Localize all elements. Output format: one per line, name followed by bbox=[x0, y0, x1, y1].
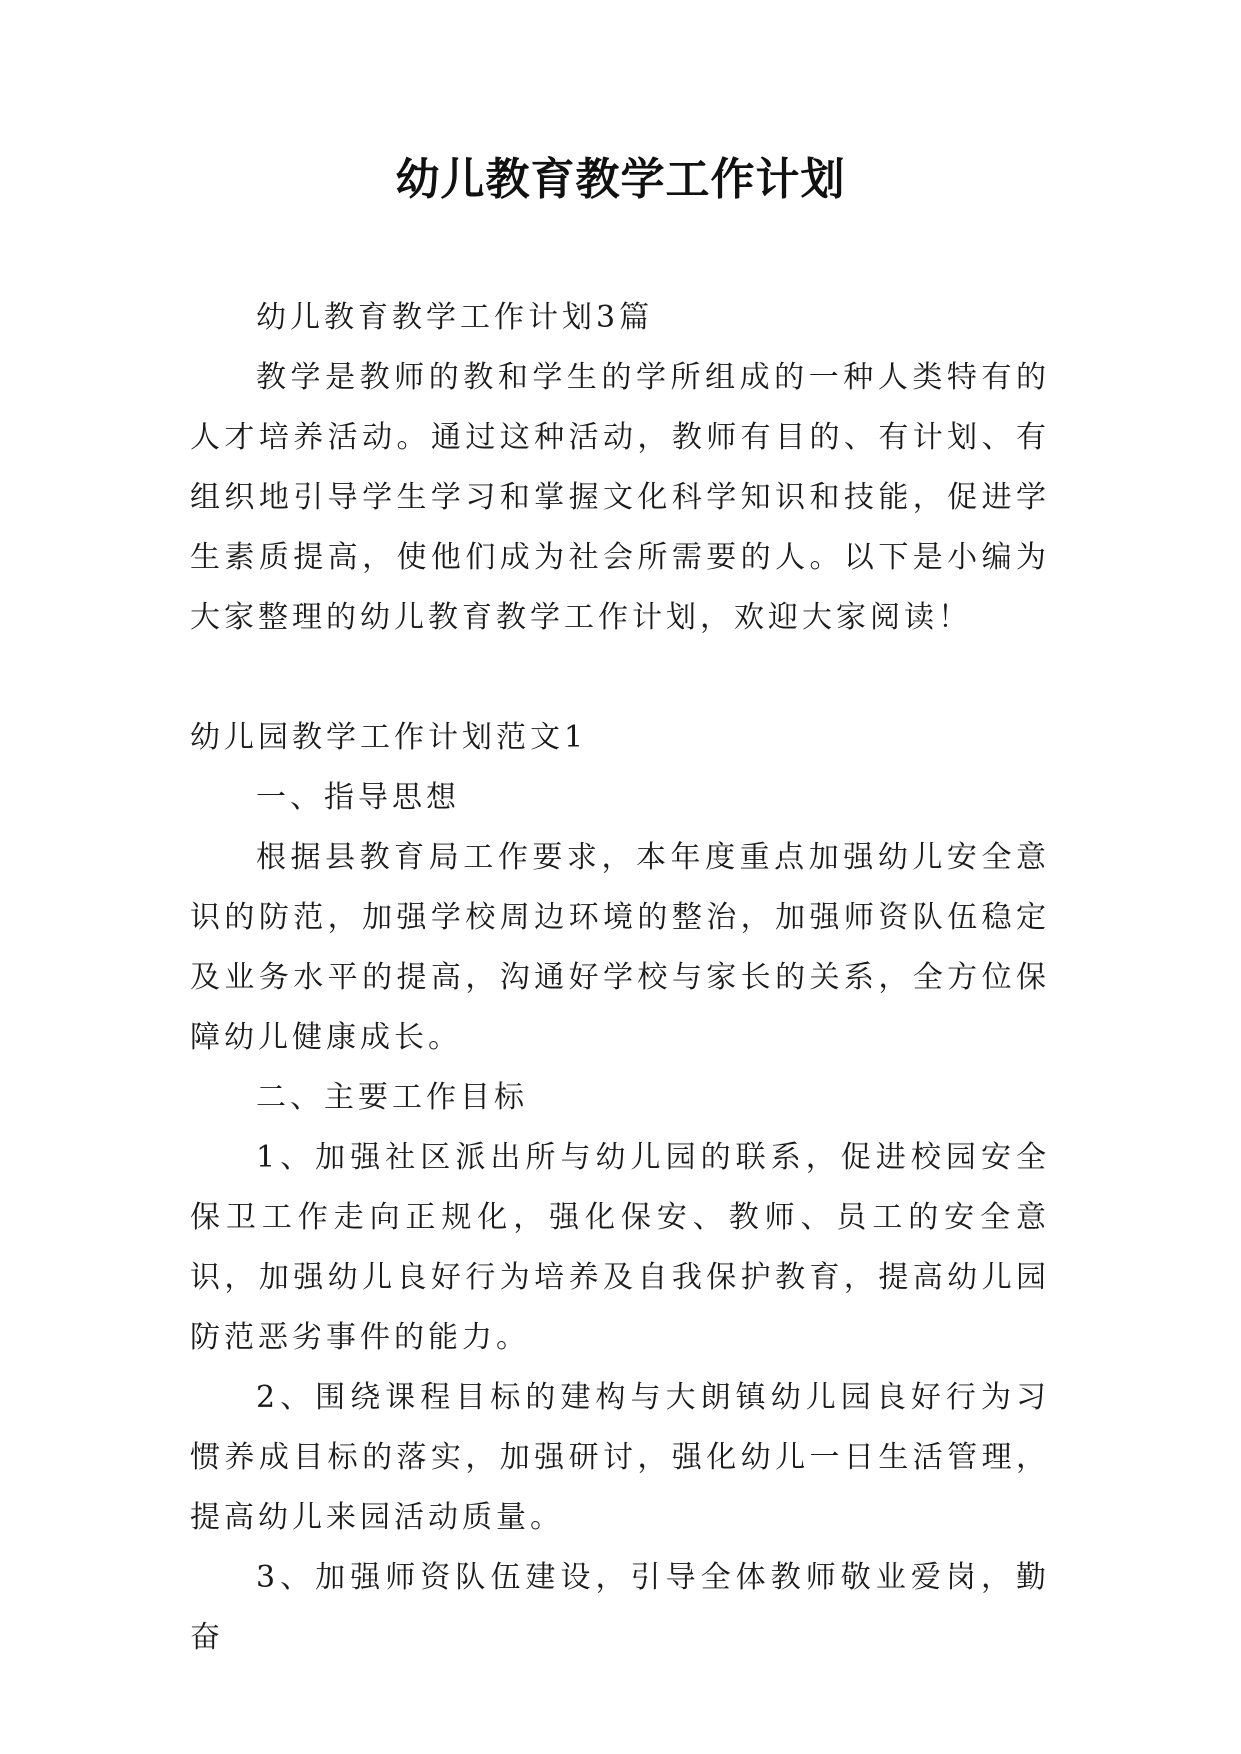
document-body bbox=[190, 288, 1050, 1668]
paragraph-subtitle: 幼儿教育教学工作计划3篇 bbox=[256, 300, 654, 335]
paragraph-intro: 教学是教师的教和学生的学所组成的一种人类特有的人才培养活动。通过这种活动，教师有目的、有计划、有组织地引导学生学习和掌握文化科学知识和技能，促进学生素质提高，使他们成为社会所需要的人。以下是小编为大家整理的幼儿教育教学工作计划，欢迎大家阅读！ bbox=[190, 360, 1050, 635]
document-title: 幼儿教育教学工作计划 bbox=[395, 154, 846, 205]
paragraph-spacer bbox=[190, 648, 1050, 708]
paragraph-goal-1: 1、加强社区派出所与幼儿园的联系，促进校园安全保卫工作走向正规化，强化保安、教师、员工的安全意识，加强幼儿良好行为培养及自我保护教育，提高幼儿园防范恶劣事件的能力。 bbox=[190, 1140, 1050, 1355]
heading-main-goals: 二、主要工作目标 bbox=[256, 1080, 528, 1115]
heading-guiding-ideology: 一、指导思想 bbox=[256, 780, 460, 815]
paragraph-guiding-ideology: 根据县教育局工作要求，本年度重点加强幼儿安全意识的防范，加强学校周边环境的整治，加强师资队伍稳定及业务水平的提高，沟通好学校与家长的关系，全方位保障幼儿健康成长。 bbox=[190, 840, 1050, 1055]
section-heading-sample-1: 幼儿园教学工作计划范文1 bbox=[190, 720, 588, 755]
paragraph-goal-2: 2、围绕课程目标的建构与大朗镇幼儿园良好行为习惯养成目标的落实，加强研讨，强化幼儿一日生活管理，提高幼儿来园活动质量。 bbox=[190, 1380, 1050, 1535]
paragraph-goal-3: 3、加强师资队伍建设，引导全体教师敬业爱岗，勤奋 bbox=[190, 1560, 1050, 1655]
